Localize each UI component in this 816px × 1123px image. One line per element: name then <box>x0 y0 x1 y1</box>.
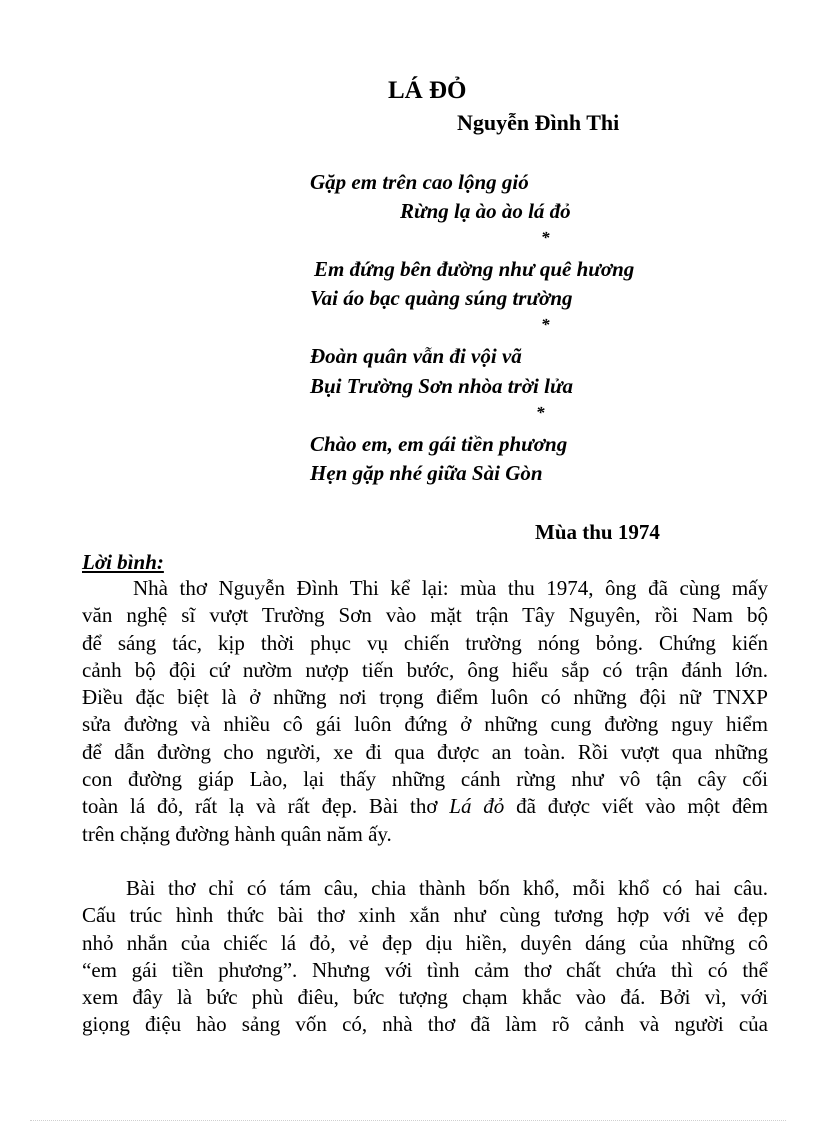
poem-line: Rừng lạ ào ào lá đỏ <box>400 199 571 223</box>
paragraph-line: Điều đặc biệt là ở những nơi trọng điểm luôn có những đội nữ TNXP <box>82 685 768 710</box>
paragraph-line: giọng điệu hào sảng vốn có, nhà thơ đã làm rõ cảnh và người của <box>82 1012 768 1037</box>
commentary-paragraph-1 <box>82 575 768 848</box>
stanza-separator: * <box>536 403 545 422</box>
poem-line: Hẹn gặp nhé giữa Sài Gòn <box>310 461 543 485</box>
commentary-paragraph-2 <box>82 875 768 1039</box>
stanza-separator: * <box>541 228 550 247</box>
paragraph-line: con đường giáp Lào, lại thấy những cánh rừng như vô tận cây cối <box>82 767 768 792</box>
poem-title: LÁ ĐỎ <box>388 77 467 104</box>
paragraph-line: để sáng tác, kịp thời phục vụ chiến trường nóng bỏng. Chứng kiến <box>82 630 768 655</box>
poem-title-reference: Lá đỏ <box>449 794 505 819</box>
paragraph-line: xem đây là bức phù điêu, bức tượng chạm khắc vào đá. Bởi vì, với <box>82 985 768 1010</box>
poem-date: Mùa thu 1974 <box>535 520 660 544</box>
paragraph-line: Bài thơ chỉ có tám câu, chia thành bốn khổ, mỗi khổ có hai câu. <box>126 876 768 900</box>
paragraph-line: Cấu trúc hình thức bài thơ xinh xắn như cùng tương hợp với vẻ đẹp <box>82 903 768 928</box>
poem-line: Chào em, em gái tiền phương <box>310 432 568 456</box>
line-text: đã được viết vào một đêm <box>504 794 768 819</box>
poem-line: Đoàn quân vẫn đi vội vã <box>310 344 522 368</box>
poem-line: Em đứng bên đường như quê hương <box>314 257 635 281</box>
commentary-heading: Lời bình: <box>82 550 164 574</box>
poem-line: Vai áo bạc quàng súng trường <box>310 286 573 310</box>
paragraph-line: trên chặng đường hành quân năm ấy. <box>82 821 392 846</box>
poem-line: Bụi Trường Sơn nhòa trời lửa <box>310 374 574 398</box>
stanza-separator: * <box>541 315 550 334</box>
paragraph-line <box>82 793 768 820</box>
paragraph-line: cảnh bộ đội cứ nườm nượp tiến bước, ông hiểu sắp có trận đánh lớn. <box>82 657 768 682</box>
poem-line: Gặp em trên cao lộng gió <box>310 170 529 194</box>
paragraph-line: sửa đường và nhiều cô gái luôn đứng ở những cung đường nguy hiểm <box>82 712 768 737</box>
line-text: toàn lá đỏ, rất lạ và rất đẹp. Bài thơ <box>82 794 450 819</box>
paragraph-line: để dẫn đường cho người, xe đi qua được an toàn. Rồi vượt qua những <box>82 739 768 764</box>
paragraph-line: “em gái tiền phương”. Nhưng với tình cảm thơ chất chứa thì có thể <box>82 957 768 982</box>
paragraph-line: văn nghệ sĩ vượt Trường Sơn vào mặt trận Tây Nguyên, rồi Nam bộ <box>82 603 768 628</box>
paragraph-line: nhỏ nhắn của chiếc lá đỏ, vẻ đẹp dịu hiền, duyên dáng của những cô <box>82 930 768 955</box>
paragraph-line: Nhà thơ Nguyễn Đình Thi kể lại: mùa thu 1974, ông đã cùng mấy <box>133 576 768 600</box>
page-bottom-divider <box>30 1120 786 1121</box>
poem-author: Nguyễn Đình Thi <box>457 110 620 135</box>
